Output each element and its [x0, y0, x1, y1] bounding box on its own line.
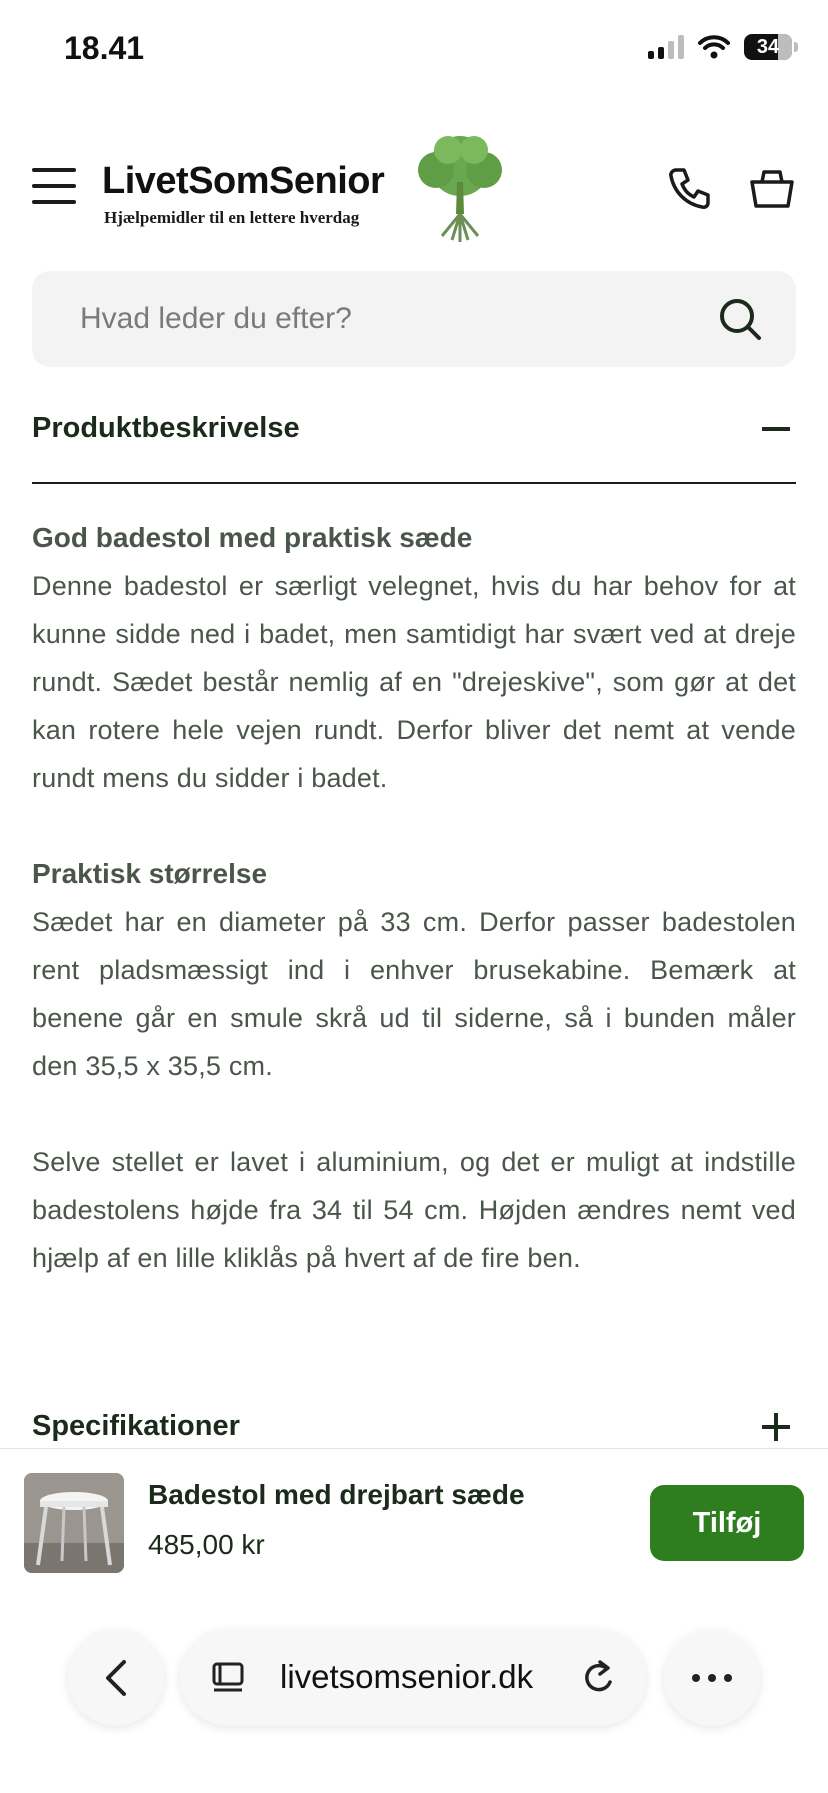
- search-input[interactable]: [80, 271, 700, 367]
- site-header: [0, 120, 828, 260]
- logo-tagline: Hjælpemidler til en lettere hverdag: [104, 208, 360, 227]
- chevron-left-icon: [102, 1658, 130, 1698]
- bath-stool-image: [24, 1473, 124, 1573]
- sticky-product-price: 485,00 kr: [148, 1529, 265, 1560]
- description-accordion-header[interactable]: [32, 412, 796, 445]
- browser-toolbar: [0, 1610, 828, 1740]
- product-description: [32, 514, 796, 1282]
- description-divider: [32, 482, 796, 484]
- description-paragraph-1: Denne badestol er særligt velegnet, hvis du har behov for at kunne sidde ned i badet, men samtidigt har svært ved at dreje rundt. Sædet består nemlig af en "drejeskive", som gør at det kan rotere hele vejen rundt. Derfor bliver det nemt at vende rundt mens du sidder i badet.: [32, 571, 796, 793]
- description-title: Produktbeskrivelse: [32, 412, 300, 444]
- reload-icon[interactable]: [580, 1658, 618, 1698]
- add-to-cart-button[interactable]: Tilføj: [650, 1485, 804, 1561]
- product-thumbnail[interactable]: [24, 1473, 124, 1573]
- wifi-icon: [698, 35, 730, 59]
- browser-back-button[interactable]: [68, 1630, 164, 1726]
- shopping-bag-icon[interactable]: [748, 166, 796, 210]
- cellular-signal-icon: [648, 35, 684, 59]
- search-icon[interactable]: [718, 297, 762, 341]
- specs-title: Specifikationer: [32, 1410, 240, 1442]
- battery-icon: [744, 34, 792, 60]
- search-box: [32, 271, 796, 367]
- expand-plus-icon: [762, 1413, 790, 1441]
- tree-logo-icon: [412, 132, 508, 242]
- description-paragraph-2: Sædet har en diameter på 33 cm. Derfor passer badestolen rent pladsmæssigt ind i enhver brusekabine. Bemærk at benene går en smule skrå ud til siderne, så i bunden måler den 35,5 x 35,5 cm.: [32, 907, 796, 1081]
- status-icons: [648, 34, 792, 60]
- url-text: livetsomsenior.dk: [280, 1658, 534, 1695]
- specs-accordion-header[interactable]: [32, 1410, 796, 1443]
- status-bar: [0, 0, 828, 100]
- logo-name: LivetSomSenior: [102, 160, 385, 202]
- description-heading-1: God badestol med praktisk sæde: [32, 522, 473, 553]
- sticky-product-name: Badestol med drejbart sæde: [148, 1479, 525, 1510]
- address-bar[interactable]: [180, 1630, 646, 1726]
- description-heading-2: Praktisk størrelse: [32, 858, 268, 889]
- menu-icon[interactable]: [32, 168, 76, 204]
- phone-icon[interactable]: [668, 166, 712, 210]
- more-options-button[interactable]: [664, 1630, 760, 1726]
- status-time: 18.41: [64, 30, 145, 66]
- tabs-icon[interactable]: [210, 1660, 246, 1696]
- collapse-minus-icon: [762, 427, 790, 431]
- description-paragraph-3: Selve stellet er lavet i aluminium, og det er muligt at indstille badestolens højde fra 34 til 54 cm. Højden ændres nemt ved hjælp af en lille kliklås på hvert af de fire ben.: [32, 1147, 796, 1273]
- battery-level: 34: [756, 35, 780, 58]
- site-logo[interactable]: [102, 132, 512, 242]
